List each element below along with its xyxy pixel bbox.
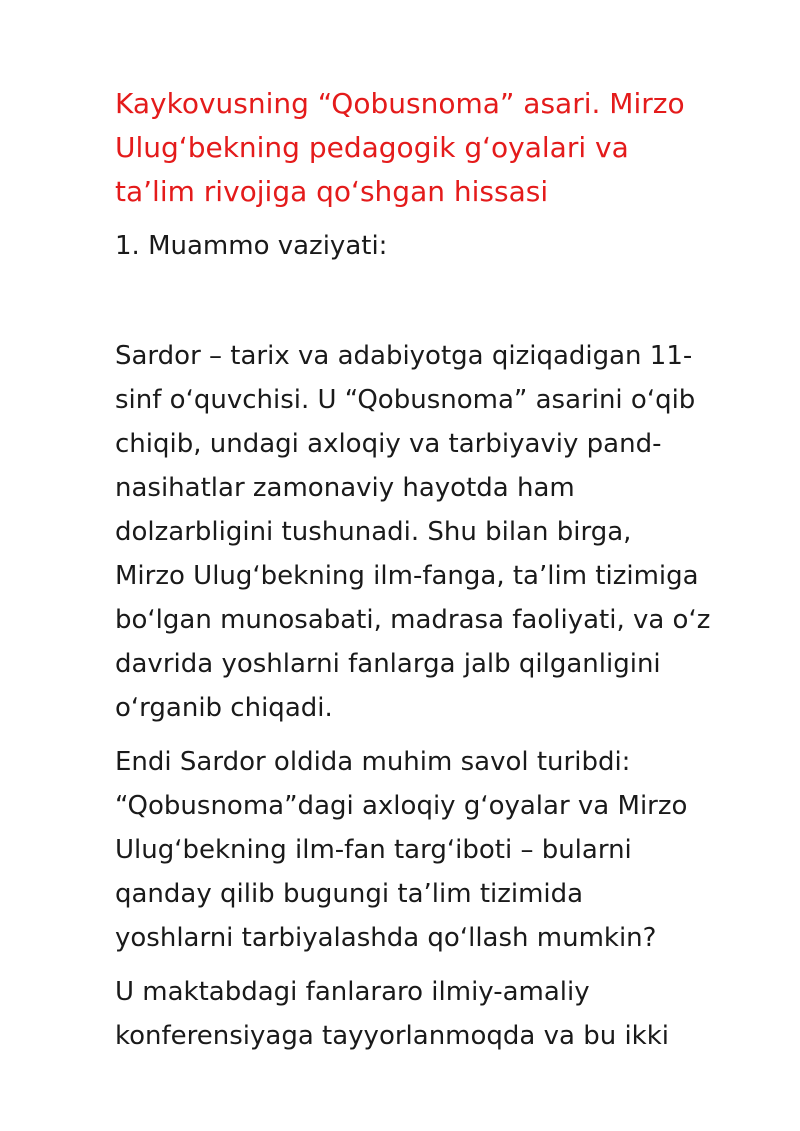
paragraph-line: “Qobusnoma”dagi axloqiy gʻoyalar va Mirzo xyxy=(115,791,688,821)
paragraph-line: qanday qilib bugungi ta’lim tizimida xyxy=(115,879,584,909)
paragraph-line: sinf oʻquvchisi. U “Qobusnoma” asarini oʻqib xyxy=(115,385,696,415)
title-line: Kaykovusning “Qobusnoma” asari. Mirzo xyxy=(115,87,685,120)
title-line: Ulugʻbekning pedagogik gʻoyalari va xyxy=(115,131,629,164)
paragraph-conference xyxy=(115,970,755,1058)
paragraph-line: davrida yoshlarni fanlarga jalb qilganligini xyxy=(115,649,661,679)
document-page xyxy=(115,82,755,1058)
paragraph-line: chiqib, undagi axloqiy va tarbiyaviy pand- xyxy=(115,429,662,459)
paragraph-question xyxy=(115,740,755,960)
paragraph-line: Sardor – tarix va adabiyotga qiziqadigan 11- xyxy=(115,341,693,371)
paragraph-line: oʻrganib chiqadi. xyxy=(115,693,333,723)
paragraph-line: Mirzo Ulugʻbekning ilm-fanga, ta’lim tizimiga xyxy=(115,561,699,591)
paragraph-line: nasihatlar zamonaviy hayotda ham xyxy=(115,473,575,503)
section-heading: 1. Muammo vaziyati: xyxy=(115,231,388,261)
paragraph-line: dolzarbligini tushunadi. Shu bilan birga, xyxy=(115,517,632,547)
paragraph-line: Ulugʻbekning ilm-fan targʻiboti – bularni xyxy=(115,835,632,865)
title-line: ta’lim rivojiga qoʻshgan hissasi xyxy=(115,175,549,208)
paragraph-line: boʻlgan munosabati, madrasa faoliyati, va oʻz xyxy=(115,605,711,635)
paragraph-line: yoshlarni tarbiyalashda qoʻllash mumkin? xyxy=(115,923,657,953)
paragraph-line: U maktabdagi fanlararo ilmiy-amaliy xyxy=(115,977,590,1007)
paragraph-line: Endi Sardor oldida muhim savol turibdi: xyxy=(115,747,631,777)
paragraph-problem-situation xyxy=(115,334,755,730)
paragraph-line: konferensiyaga tayyorlanmoqda va bu ikki xyxy=(115,1021,670,1051)
document-title xyxy=(115,82,755,214)
